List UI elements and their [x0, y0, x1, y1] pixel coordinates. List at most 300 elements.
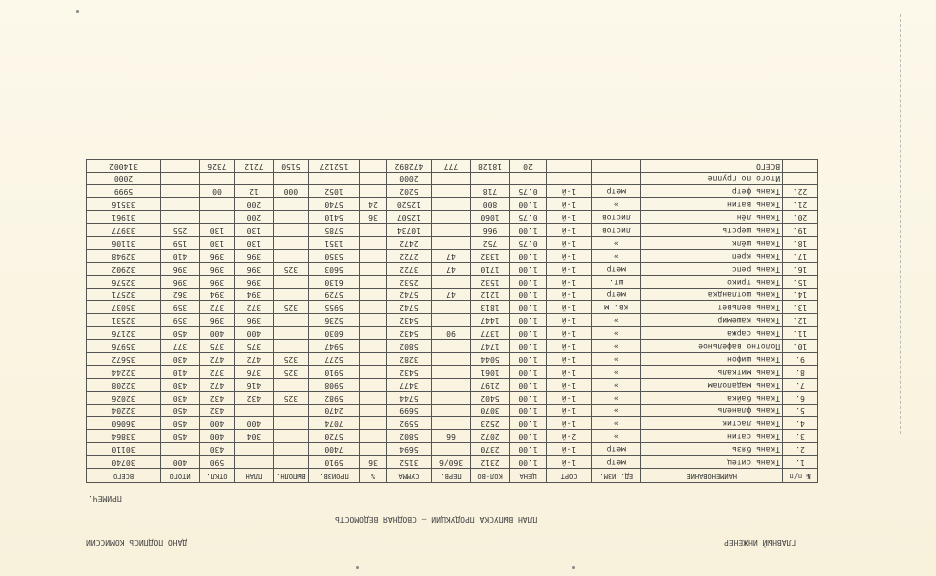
- table-cell: [432, 275, 471, 288]
- table-cell: [546, 159, 591, 172]
- table-cell: 5785: [308, 224, 359, 237]
- table-cell: 36060: [87, 417, 161, 430]
- table-cell: 255: [161, 224, 200, 237]
- table-cell: [161, 211, 200, 224]
- table-cell: 35672: [87, 352, 161, 365]
- table-cell: Ткань сатин: [641, 430, 783, 443]
- table-cell: [273, 236, 308, 249]
- table-cell: »: [592, 236, 641, 249]
- table-cell: Ткань лён: [641, 211, 783, 224]
- table-cell: 400: [161, 456, 200, 469]
- table-cell: 450: [161, 327, 200, 340]
- table-cell: 3722: [386, 262, 431, 275]
- table-cell: 159: [161, 236, 200, 249]
- table-cell: 375: [234, 340, 273, 353]
- table-cell: Ткань фланель: [641, 404, 783, 417]
- table-cell: 377: [161, 340, 200, 353]
- table-cell: 21.: [783, 198, 818, 211]
- table-cell: 5432: [386, 365, 431, 378]
- table-cell: 6130: [308, 275, 359, 288]
- table-cell: 15.: [783, 275, 818, 288]
- table-cell: Ткань ватин: [641, 198, 783, 211]
- table-cell: 1-й: [546, 185, 591, 198]
- table-cell: метр: [592, 456, 641, 469]
- table-cell: [592, 159, 641, 172]
- table-cell: 6.: [783, 391, 818, 404]
- table-cell: Ткань бязь: [641, 443, 783, 456]
- table-cell: 5802: [386, 340, 431, 353]
- table-cell: »: [592, 340, 641, 353]
- table-cell: 400: [200, 430, 235, 443]
- table-cell: Итого по группе: [641, 172, 783, 185]
- table-cell: 130: [234, 224, 273, 237]
- table-cell: 6030: [308, 327, 359, 340]
- table-row: [87, 224, 818, 237]
- table-cell: 32531: [87, 314, 161, 327]
- table-cell: 47: [432, 262, 471, 275]
- table-cell: 1-й: [546, 236, 591, 249]
- table-cell: 777: [432, 159, 471, 172]
- table-cell: 1212: [471, 288, 510, 301]
- table-cell: 32576: [87, 275, 161, 288]
- table-cell: 432: [234, 391, 273, 404]
- table-cell: 47: [432, 288, 471, 301]
- table-cell: »: [592, 430, 641, 443]
- table-cell: [360, 340, 387, 353]
- table-cell: 1-й: [546, 262, 591, 275]
- table-cell: 130: [200, 236, 235, 249]
- table-cell: [273, 378, 308, 391]
- table-cell: 325: [273, 391, 308, 404]
- table-cell: 5982: [308, 391, 359, 404]
- column-header: КОЛ-ВО: [471, 469, 510, 483]
- table-cell: 200: [234, 211, 273, 224]
- table-cell: Ткань вельвет: [641, 301, 783, 314]
- table-cell: 450: [161, 404, 200, 417]
- table-cell: 5432: [386, 314, 431, 327]
- table-cell: [783, 159, 818, 172]
- table-cell: 1-й: [546, 378, 591, 391]
- table-cell: 396: [234, 262, 273, 275]
- table-cell: Ткань шифон: [641, 352, 783, 365]
- column-header: СУММА: [386, 469, 431, 483]
- table-cell: Ткань мадаполам: [641, 378, 783, 391]
- table-cell: 2523: [471, 417, 510, 430]
- table-cell: [546, 172, 591, 185]
- table-cell: метр: [592, 185, 641, 198]
- table-cell: 5410: [308, 211, 359, 224]
- column-header: ВЫПОЛН.: [273, 469, 308, 483]
- table-row: [87, 185, 818, 198]
- table-cell: [273, 314, 308, 327]
- table-cell: 32902: [87, 262, 161, 275]
- table-cell: 2470: [308, 404, 359, 417]
- table-cell: 430: [161, 352, 200, 365]
- table-cell: »: [592, 314, 641, 327]
- table-cell: [360, 314, 387, 327]
- table-cell: 472: [200, 378, 235, 391]
- table-cell: [273, 340, 308, 353]
- table-cell: [360, 430, 387, 443]
- table-cell: 1.: [783, 456, 818, 469]
- table-cell: 5202: [386, 185, 431, 198]
- table-cell: 33977: [87, 224, 161, 237]
- table-cell: 17.: [783, 249, 818, 262]
- table-cell: 400: [234, 417, 273, 430]
- table-cell: 1.00: [510, 288, 547, 301]
- table-cell: 966: [471, 224, 510, 237]
- scan-speck: [356, 566, 359, 569]
- table-cell: 5592: [386, 417, 431, 430]
- table-cell: [273, 404, 308, 417]
- table-cell: [161, 198, 200, 211]
- table-cell: [200, 198, 235, 211]
- table-cell: [234, 456, 273, 469]
- table-cell: [432, 378, 471, 391]
- table-cell: Ткань шотландка: [641, 288, 783, 301]
- table-cell: 325: [273, 301, 308, 314]
- table-cell: 450: [161, 430, 200, 443]
- table-cell: 2532: [386, 275, 431, 288]
- table-cell: 7212: [234, 159, 273, 172]
- table-cell: 32026: [87, 391, 161, 404]
- table-cell: Полотно вафельное: [641, 340, 783, 353]
- table-cell: 1.00: [510, 352, 547, 365]
- column-header: СОРТ: [546, 469, 591, 483]
- table-cell: 4.: [783, 417, 818, 430]
- table-cell: 2-й: [546, 430, 591, 443]
- table-cell: 1-й: [546, 391, 591, 404]
- table-cell: 33516: [87, 198, 161, 211]
- table-cell: 2.: [783, 443, 818, 456]
- table-cell: [234, 172, 273, 185]
- table-cell: 718: [471, 185, 510, 198]
- table-cell: [432, 224, 471, 237]
- table-cell: 32244: [87, 365, 161, 378]
- table-cell: 1813: [471, 301, 510, 314]
- table-cell: 3.: [783, 430, 818, 443]
- table-cell: »: [592, 352, 641, 365]
- table-cell: 1-й: [546, 417, 591, 430]
- table-cell: 372: [234, 301, 273, 314]
- table-cell: 32176: [87, 327, 161, 340]
- page-caption-left: ДАНО ПОДПИСЬ КОМИССИИ: [86, 538, 188, 547]
- table-cell: листов: [592, 224, 641, 237]
- table-row: [87, 327, 818, 340]
- table-cell: 2722: [386, 249, 431, 262]
- table-cell: [432, 185, 471, 198]
- table-cell: 1532: [471, 275, 510, 288]
- table-cell: [432, 314, 471, 327]
- table-cell: 1.00: [510, 301, 547, 314]
- table-cell: 8.: [783, 365, 818, 378]
- column-header: ЦЕНА: [510, 469, 547, 483]
- table-cell: 5729: [308, 288, 359, 301]
- table-cell: [161, 443, 200, 456]
- table-cell: [360, 352, 387, 365]
- table-cell: 590: [200, 456, 235, 469]
- table-cell: 5699: [386, 404, 431, 417]
- table-cell: 000: [273, 185, 308, 198]
- table-cell: [432, 404, 471, 417]
- table-cell: 396: [161, 275, 200, 288]
- table-cell: 2197: [471, 378, 510, 391]
- table-cell: [360, 185, 387, 198]
- table-cell: Ткань трико: [641, 275, 783, 288]
- table-cell: [273, 443, 308, 456]
- table-cell: [273, 211, 308, 224]
- table-cell: 400: [200, 417, 235, 430]
- table-cell: [273, 249, 308, 262]
- column-header: ПЕРВ.: [432, 469, 471, 483]
- table-cell: 18.: [783, 236, 818, 249]
- table-cell: [432, 340, 471, 353]
- page-footnote: ПРИМЕЧ.: [88, 494, 122, 503]
- table-cell: 5955: [308, 301, 359, 314]
- table-cell: 396: [200, 314, 235, 327]
- table-cell: 36: [360, 456, 387, 469]
- table-cell: 20.: [783, 211, 818, 224]
- table-cell: 472: [234, 352, 273, 365]
- table-cell: 5742: [386, 301, 431, 314]
- table-cell: 1.00: [510, 262, 547, 275]
- table-cell: [273, 430, 308, 443]
- table-cell: 5720: [308, 430, 359, 443]
- table-cell: [273, 275, 308, 288]
- table-row: [87, 430, 818, 443]
- table-cell: Ткань байка: [641, 391, 783, 404]
- table-row: [87, 211, 818, 224]
- table-row: [87, 456, 818, 469]
- table-cell: Ткань ситец: [641, 456, 783, 469]
- table-cell: 19.: [783, 224, 818, 237]
- table-cell: Ткань ластик: [641, 417, 783, 430]
- table-cell: 0.75: [510, 185, 547, 198]
- table-cell: 3282: [386, 352, 431, 365]
- table-cell: 1747: [471, 340, 510, 353]
- page-caption-center: ПЛАН ВЫПУСКА ПРОДУКЦИИ — СВОДНАЯ ВЕДОМОСТЬ: [335, 515, 538, 524]
- table-cell: 359: [161, 301, 200, 314]
- table-cell: 5402: [471, 391, 510, 404]
- table-cell: 1.00: [510, 340, 547, 353]
- table-cell: 12507: [386, 211, 431, 224]
- table-cell: 1710: [471, 262, 510, 275]
- table-cell: [200, 211, 235, 224]
- column-header: ИТОГО: [161, 469, 200, 483]
- table-cell: [273, 327, 308, 340]
- table-cell: »: [592, 249, 641, 262]
- table-cell: 314002: [87, 159, 161, 172]
- table-cell: [432, 198, 471, 211]
- table-cell: 450: [161, 417, 200, 430]
- table-cell: 13.: [783, 301, 818, 314]
- table-cell: Ткань саржа: [641, 327, 783, 340]
- table-cell: Ткань репс: [641, 262, 783, 275]
- table-cell: 396: [200, 262, 235, 275]
- table-cell: 130: [200, 224, 235, 237]
- table-cell: кв. м: [592, 301, 641, 314]
- table-cell: Ткань миткаль: [641, 365, 783, 378]
- table-row: [87, 314, 818, 327]
- scan-speck: [572, 566, 575, 569]
- table-cell: »: [592, 404, 641, 417]
- table-cell: 32208: [87, 378, 161, 391]
- column-header: НАИМЕНОВАНИЕ: [641, 469, 783, 483]
- table-cell: »: [592, 365, 641, 378]
- table-cell: 416: [234, 378, 273, 391]
- table-cell: 1-й: [546, 404, 591, 417]
- table-cell: 5742: [386, 288, 431, 301]
- table-cell: 359: [161, 314, 200, 327]
- table-cell: 2472: [386, 236, 431, 249]
- table-cell: 1061: [471, 365, 510, 378]
- table-cell: 396: [200, 249, 235, 262]
- table-cell: [273, 288, 308, 301]
- table-cell: 1.00: [510, 275, 547, 288]
- table-cell: 9.: [783, 352, 818, 365]
- table-cell: 31106: [87, 236, 161, 249]
- table-cell: 1-й: [546, 314, 591, 327]
- table-cell: 30740: [87, 456, 161, 469]
- table-cell: 1-й: [546, 288, 591, 301]
- table-cell: [273, 456, 308, 469]
- table-cell: [234, 404, 273, 417]
- table-cell: 432: [200, 404, 235, 417]
- table-cell: »: [592, 198, 641, 211]
- table-cell: 304: [234, 430, 273, 443]
- table-cell: [432, 236, 471, 249]
- table-cell: 2370: [471, 443, 510, 456]
- table-cell: метр: [592, 443, 641, 456]
- table-row: [87, 262, 818, 275]
- table-cell: [592, 172, 641, 185]
- page-caption-right: ГЛАВНЫЙ ИНЖЕНЕР: [724, 538, 797, 547]
- table-row: [87, 275, 818, 288]
- table-cell: 5236: [308, 314, 359, 327]
- scan-speck: [76, 10, 79, 13]
- table-cell: 400: [234, 327, 273, 340]
- table-cell: 396: [234, 275, 273, 288]
- table-cell: Ткань шёлк: [641, 236, 783, 249]
- table-cell: 1-й: [546, 249, 591, 262]
- table-cell: 1-й: [546, 456, 591, 469]
- table-cell: [360, 378, 387, 391]
- table-cell: [432, 352, 471, 365]
- table-cell: [432, 172, 471, 185]
- table-cell: [360, 172, 387, 185]
- table-cell: 410: [161, 249, 200, 262]
- table-row: [87, 159, 818, 172]
- table-cell: 325: [273, 352, 308, 365]
- table-cell: 0.75: [510, 211, 547, 224]
- table-cell: »: [592, 391, 641, 404]
- table-cell: 36: [360, 211, 387, 224]
- table-cell: 1-й: [546, 352, 591, 365]
- table-cell: 1-й: [546, 224, 591, 237]
- table-cell: 20: [510, 159, 547, 172]
- table-cell: 30110: [87, 443, 161, 456]
- table-cell: 5350: [308, 249, 359, 262]
- table-cell: [360, 417, 387, 430]
- table-cell: 47: [432, 249, 471, 262]
- table-cell: [432, 417, 471, 430]
- table-cell: 7400: [308, 443, 359, 456]
- table-row: [87, 378, 818, 391]
- table-cell: 1-й: [546, 275, 591, 288]
- table-row: [87, 404, 818, 417]
- table-cell: [360, 391, 387, 404]
- table-cell: [432, 211, 471, 224]
- table-cell: 375: [200, 340, 235, 353]
- table-cell: 1052: [308, 185, 359, 198]
- table-cell: 22.: [783, 185, 818, 198]
- table-cell: 5603: [308, 262, 359, 275]
- table-cell: 5277: [308, 352, 359, 365]
- column-header: ЕД. ИЗМ.: [592, 469, 641, 483]
- table-cell: 430: [200, 443, 235, 456]
- table-cell: »: [592, 417, 641, 430]
- table-cell: 12.: [783, 314, 818, 327]
- table-cell: Ткань креп: [641, 249, 783, 262]
- table-cell: 32204: [87, 404, 161, 417]
- table-cell: 5694: [386, 443, 431, 456]
- table-row: [87, 301, 818, 314]
- table-cell: [273, 172, 308, 185]
- table-cell: 32948: [87, 249, 161, 262]
- table-cell: 1-й: [546, 211, 591, 224]
- table-cell: »: [592, 378, 641, 391]
- table-cell: 1.00: [510, 327, 547, 340]
- table-cell: 1351: [308, 236, 359, 249]
- column-header: ВСЕГО: [87, 469, 161, 483]
- table-cell: ВСЕГО: [641, 159, 783, 172]
- table-cell: 1.00: [510, 430, 547, 443]
- table-cell: 7074: [308, 417, 359, 430]
- column-header: ПЛАН: [234, 469, 273, 483]
- table-cell: 1447: [471, 314, 510, 327]
- table-cell: [360, 301, 387, 314]
- table-cell: 396: [234, 249, 273, 262]
- ledger-table: [86, 159, 818, 483]
- table-cell: [432, 391, 471, 404]
- table-cell: »: [592, 327, 641, 340]
- table-cell: [360, 236, 387, 249]
- table-cell: 400: [200, 327, 235, 340]
- table-cell: [360, 365, 387, 378]
- table-row: [87, 365, 818, 378]
- table-cell: 35037: [87, 301, 161, 314]
- table-cell: 5744: [386, 391, 431, 404]
- table-cell: 200: [234, 198, 273, 211]
- table-cell: 14.: [783, 288, 818, 301]
- table-cell: 130: [234, 236, 273, 249]
- table-cell: 1-й: [546, 340, 591, 353]
- table-cell: 35976: [87, 340, 161, 353]
- table-row: [87, 340, 818, 353]
- table-row: [87, 288, 818, 301]
- table-cell: 394: [200, 288, 235, 301]
- table-cell: [510, 172, 547, 185]
- table-row: [87, 352, 818, 365]
- table-row: [87, 443, 818, 456]
- table-cell: 18128: [471, 159, 510, 172]
- table-cell: метр: [592, 262, 641, 275]
- rotated-ledger: [86, 123, 818, 483]
- table-cell: 2072: [471, 430, 510, 443]
- table-cell: 5908: [308, 378, 359, 391]
- table-cell: 33864: [87, 430, 161, 443]
- table-cell: 800: [471, 198, 510, 211]
